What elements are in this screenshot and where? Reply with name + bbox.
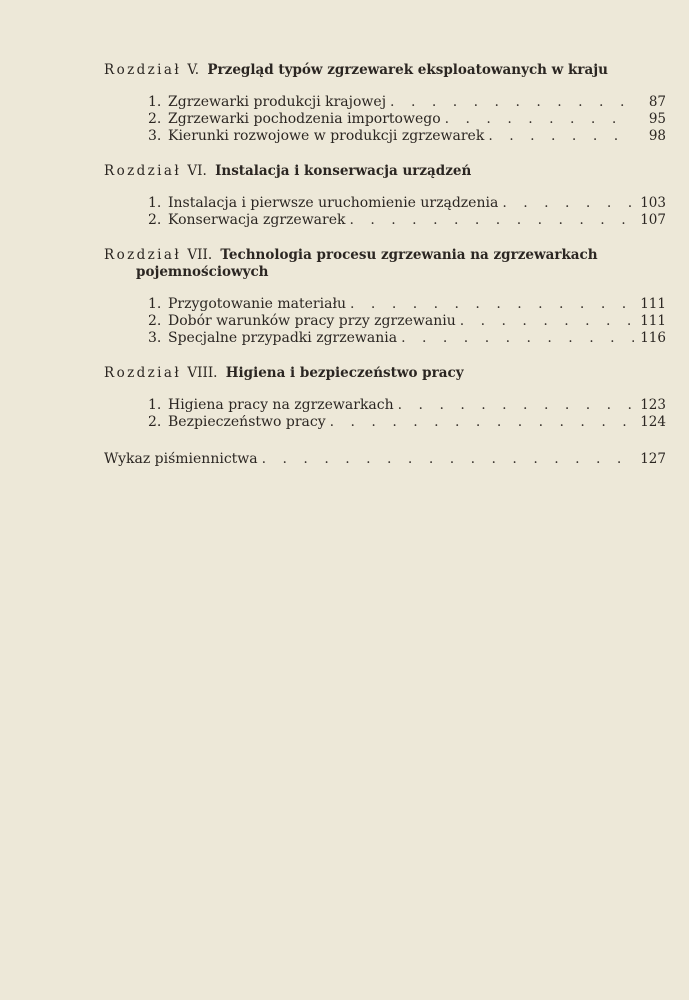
toc-entry[interactable] [104, 212, 666, 229]
dot-leader [349, 212, 634, 229]
entry-number: 2. [148, 111, 162, 127]
table-of-contents [104, 62, 666, 468]
chapter-vi-entries [104, 195, 666, 229]
entry-page: 116 [640, 330, 666, 346]
dot-leader [262, 451, 634, 468]
chapter-label: Rozdział [104, 62, 182, 78]
chapter-title: Higiena i bezpieczeństwo pracy [225, 365, 464, 381]
entry-number: 2. [148, 414, 162, 430]
entry-number: 1. [148, 296, 162, 312]
entry-title: Zgrzewarki produkcji krajowej [168, 94, 387, 110]
entry-title: Przygotowanie materiału [168, 296, 347, 312]
entry-number: 1. [148, 195, 162, 211]
chapter-vii-entries [104, 296, 666, 347]
chapter-heading-vi [104, 163, 666, 180]
chapter-v-entries [104, 94, 666, 145]
entry-number: 1. [148, 397, 162, 413]
entry-page: 111 [640, 296, 666, 312]
chapter-heading-v [104, 62, 666, 79]
chapter-number: VI. [187, 163, 207, 179]
chapter-viii-entries [104, 397, 666, 431]
dot-leader [390, 94, 634, 111]
entry-number: 1. [148, 94, 162, 110]
entry-page: 98 [648, 128, 666, 144]
entry-page: 124 [640, 414, 666, 430]
chapter-number: V. [187, 62, 200, 78]
entry-title: Specjalne przypadki zgrzewania [168, 330, 398, 346]
entry-number: 3. [148, 330, 162, 346]
toc-entry[interactable] [104, 414, 666, 431]
toc-entry-bibliography[interactable] [104, 451, 666, 468]
chapter-title: Technologia procesu zgrzewania na zgrzewarkach [220, 247, 598, 263]
entry-title: Wykaz piśmiennictwa [104, 451, 258, 467]
dot-leader [488, 128, 634, 145]
toc-entry[interactable] [104, 195, 666, 212]
chapter-number: VII. [187, 247, 213, 263]
entry-title: Dobór warunków pracy przy zgrzewaniu [168, 313, 456, 329]
toc-entry[interactable] [104, 128, 666, 145]
chapter-heading-vii [104, 247, 666, 281]
dot-leader [445, 111, 634, 128]
chapter-title-continuation: pojemnościowych [136, 264, 269, 280]
dot-leader [401, 330, 634, 347]
entry-title: Konserwacja zgrzewarek [168, 212, 346, 228]
dot-leader [398, 397, 634, 414]
toc-entry[interactable] [104, 330, 666, 347]
entry-number: 2. [148, 212, 162, 228]
entry-title: Bezpieczeństwo pracy [168, 414, 326, 430]
chapter-number: VIII. [187, 365, 218, 381]
chapter-label: Rozdział [104, 365, 182, 381]
toc-entry[interactable] [104, 94, 666, 111]
entry-title: Kierunki rozwojowe w produkcji zgrzewarek [168, 128, 485, 144]
dot-leader [460, 313, 634, 330]
toc-entry[interactable] [104, 313, 666, 330]
toc-entry[interactable] [104, 296, 666, 313]
entry-page: 103 [640, 195, 666, 211]
entry-page: 95 [648, 111, 666, 127]
chapter-title: Instalacja i konserwacja urządzeń [215, 163, 472, 179]
entry-number: 2. [148, 313, 162, 329]
bibliography-entries [104, 451, 666, 468]
entry-page: 127 [640, 451, 666, 467]
dot-leader [330, 414, 634, 431]
entry-title: Higiena pracy na zgrzewarkach [168, 397, 394, 413]
entry-number: 3. [148, 128, 162, 144]
chapter-title: Przegląd typów zgrzewarek eksploatowanych w kraju [207, 62, 608, 78]
toc-entry[interactable] [104, 397, 666, 414]
chapter-label: Rozdział [104, 247, 182, 263]
toc-entry[interactable] [104, 111, 666, 128]
chapter-heading-viii [104, 365, 666, 382]
dot-leader [502, 195, 634, 212]
entry-page: 107 [640, 212, 666, 228]
entry-page: 111 [640, 313, 666, 329]
entry-page: 123 [640, 397, 666, 413]
entry-title: Instalacja i pierwsze uruchomienie urządzenia [168, 195, 499, 211]
chapter-label: Rozdział [104, 163, 182, 179]
dot-leader [350, 296, 634, 313]
entry-title: Zgrzewarki pochodzenia importowego [168, 111, 441, 127]
entry-page: 87 [648, 94, 666, 110]
